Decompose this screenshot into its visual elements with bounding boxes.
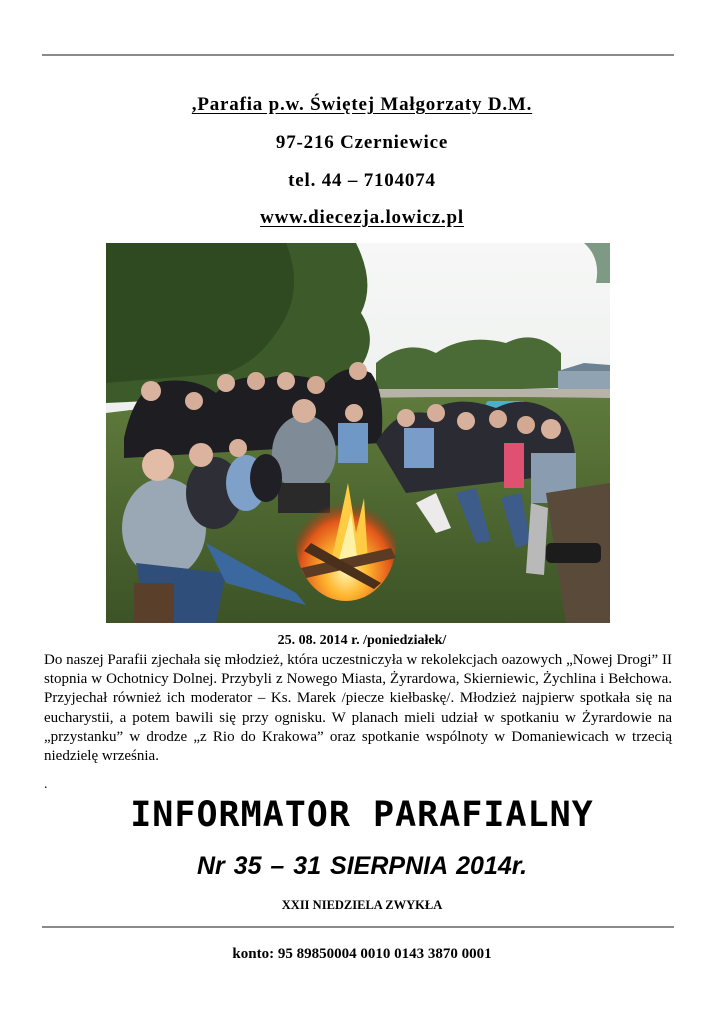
bottom-rule — [42, 926, 674, 928]
parish-name-text: ,Parafia p.w. Świętej Małgorzaty D.M. — [191, 94, 533, 115]
issue-number: Nr 35 – 31 SIERPNIA 2014r. — [196, 852, 528, 880]
parish-phone: tel. 44 – 7104074 — [288, 170, 436, 191]
bulletin-title: INFORMATOR PARAFIALNY — [130, 795, 594, 835]
liturgical-sunday: XXII NIEDZIELA ZWYKŁA — [281, 898, 443, 912]
parish-address: 97-216 Czerniewice — [275, 132, 449, 153]
top-rule — [42, 54, 674, 56]
website-link[interactable]: www.diecezja.lowicz.pl — [260, 207, 464, 228]
article-body: Do naszej Parafii zjechała się młodzież, która uczestniczyła w rekolekcjach oazowych „Nowej Drogi” II stopnia w Ochotnicy Dolnej. Przybyli z Nowego Miasta, Żyrardowa, Skierniewic, Żychlina i Bełchowa. Przyjechał również ich moderator – Ks. Marek /piecze kiełbaskę/. Młodzież najpierw spotkała się na eucharystii, a potem bawili się przy ognisku. W planach mieli udział w spotkaniu w Żyrardowie na „przystanku” w drodze „z Rio do Krakowa” oraz spotkanie wspólnoty w Domaniewicach w trzecią niedzielę września. — [44, 652, 672, 765]
bonfire-photo — [106, 243, 610, 623]
parish-website[interactable] — [0, 207, 724, 229]
article-date: 25. 08. 2014 r. /poniedziałek/ — [277, 633, 447, 648]
trailing-mark: . — [44, 777, 48, 792]
bank-account: konto: 95 89850004 0010 0143 3870 0001 — [232, 946, 492, 962]
parish-name — [0, 94, 724, 116]
